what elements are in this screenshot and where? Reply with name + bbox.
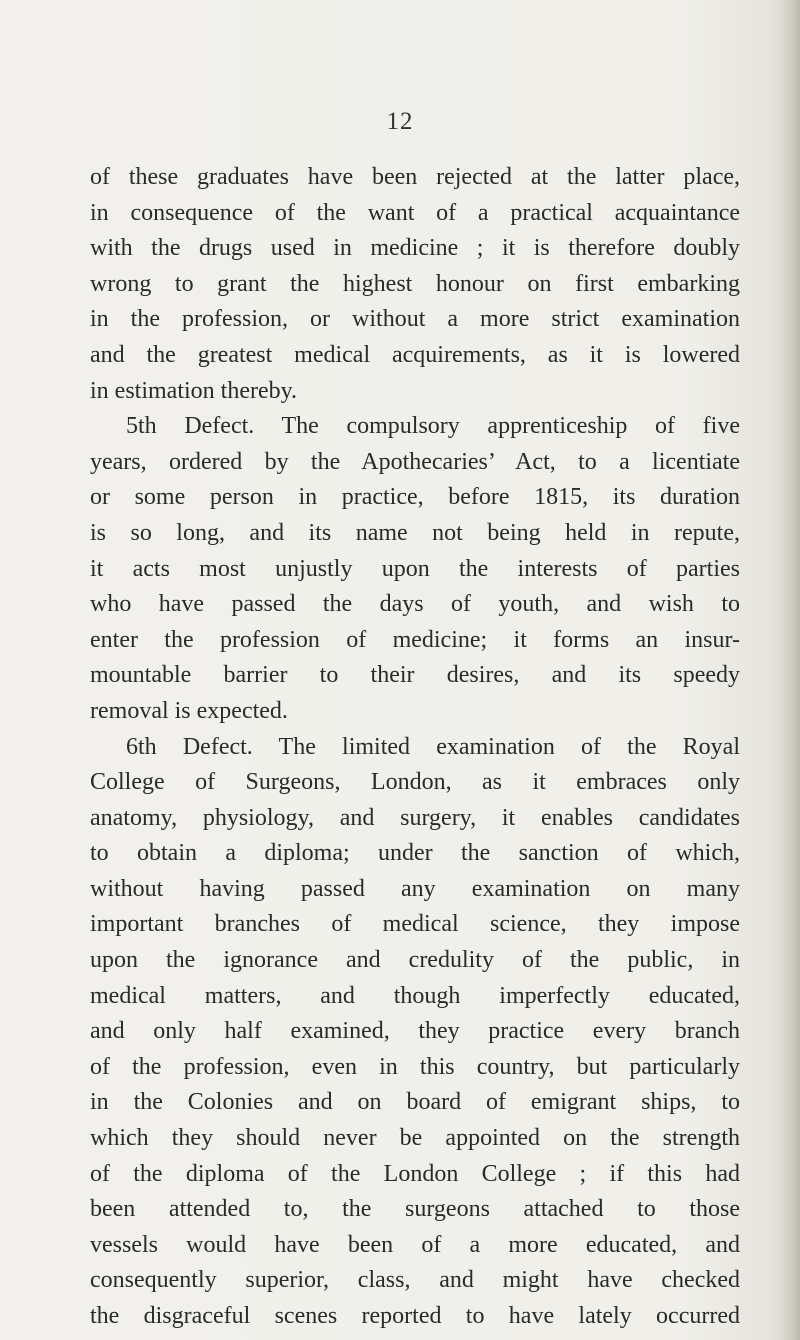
text-line: 5th Defect. The compulsory apprenticeship of five	[126, 413, 740, 440]
text-line: in the profession, or without a more strict examination	[90, 306, 740, 333]
text-line: consequently superior, class, and might have checked	[90, 1267, 740, 1294]
text-line: in the Colonies and on board of emigrant ships, to	[90, 1089, 740, 1116]
text-line: is so long, and its name not being held in repute,	[90, 519, 740, 546]
page-edge-shadow	[778, 0, 800, 1340]
text-line: medical matters, and though imperfectly educated,	[90, 982, 740, 1009]
text-line: of the diploma of the London College ; if this had	[90, 1160, 740, 1187]
text-line: in consequence of the want of a practical acquaintance	[90, 199, 740, 226]
text-line: of the profession, even in this country, but particularly	[90, 1053, 740, 1080]
text-line: to obtain a diploma; under the sanction of which,	[90, 840, 740, 867]
text-line: and the greatest medical acquirements, as it is lowered	[90, 341, 740, 368]
text-line: the disgraceful scenes reported to have lately occurred	[90, 1303, 740, 1329]
text-line: it acts most unjustly upon the interests of parties	[90, 555, 740, 582]
text-line: and only half examined, they practice every branch	[90, 1018, 740, 1045]
text-line: wrong to grant the highest honour on first embarking	[90, 270, 740, 297]
text-line: enter the profession of medicine; it forms an insur-	[90, 626, 740, 653]
text-line: important branches of medical science, they impose	[90, 911, 740, 938]
text-line: which they should never be appointed on the strength	[90, 1125, 740, 1152]
text-line: who have passed the days of youth, and wish to	[90, 591, 740, 618]
text-line: with the drugs used in medicine ; it is therefore doubly	[90, 235, 740, 262]
text-line: College of Surgeons, London, as it embraces only	[90, 769, 740, 796]
text-line: 6th Defect. The limited examination of the Royal	[126, 733, 740, 760]
body-text	[90, 160, 740, 1335]
text-line: without having passed any examination on many	[90, 875, 740, 902]
text-line: or some person in practice, before 1815, its duration	[90, 484, 740, 511]
text-line: anatomy, physiology, and surgery, it enables candidates	[90, 804, 740, 831]
text-line: been attended to, the surgeons attached to those	[90, 1196, 740, 1223]
page-number: 12	[386, 108, 414, 135]
text-line: years, ordered by the Apothecaries’ Act, to a licentiate	[90, 448, 740, 475]
text-line: vessels would have been of a more educated, and	[90, 1231, 740, 1258]
text-line: in estimation thereby.	[90, 377, 298, 404]
text-line: mountable barrier to their desires, and its speedy	[90, 662, 740, 689]
text-line: upon the ignorance and credulity of the public, in	[90, 947, 740, 974]
text-line: of these graduates have been rejected at the latter place,	[90, 164, 740, 190]
text-line: removal is expected.	[90, 697, 288, 724]
